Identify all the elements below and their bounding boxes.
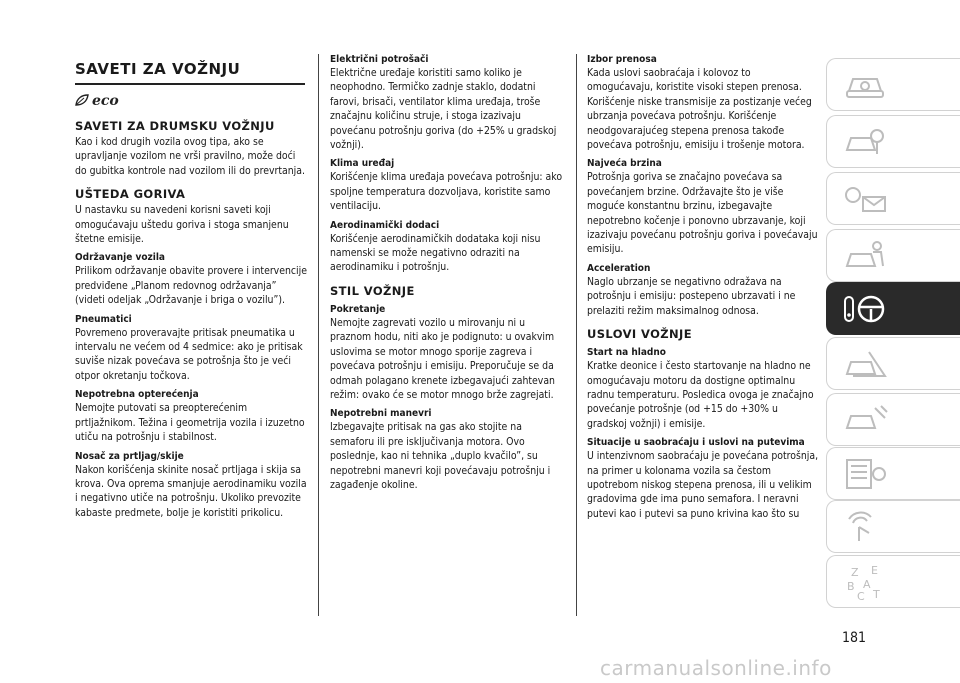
subheading-izbor: Izbor prenosa — [587, 54, 657, 65]
column-3 — [587, 54, 819, 521]
warning-lights-message-icon — [841, 181, 889, 217]
section-heading-stil: STIL VOŽNJE — [330, 283, 415, 298]
subheading-opterecenja: Nepotrebna opterećenja — [75, 389, 199, 401]
svg-text:C: C — [857, 589, 865, 602]
chapter-tab-technical-data[interactable] — [826, 447, 960, 500]
paragraph-manevri: Izbegavajte pritisak na gas ako stojite na semaforu ili pre isključivanja motora. Ovo poslednje, kao ni tehnika „duplo kvačilo”, su nepotrebni manevri koji povećavaju potrošnju i zagađenje okoline. — [330, 421, 551, 491]
paragraph-nosac: Nakon korišćenja skinite nosač prtljaga i skija sa krova. Ova oprema smanjuje aerodinamiku vozila i negativno utiče na potrošnju. Ukoliko prevozite kabaste predmete, bolje je koristiti prikolicu. — [75, 463, 307, 519]
technical-data-list-icon — [841, 456, 889, 492]
car-dashboard-icon — [841, 67, 889, 103]
subheading-aero: Aerodinamički dodaci — [330, 219, 440, 231]
paragraph-pokretanje: Nemojte zagrevati vozilo u mirovanju ni u praznom hodu, niti ako je podignuto: u ovakvim uslovima se motor mnogo sporije zagreva i povećava potrošnju i emisiju. Preporučuje se da odmah polagano krenete izbegavajući zahtevan režim: ovako će se motor mnogo brže zagrejati. — [330, 316, 555, 401]
subheading-start: Start na hladno — [587, 347, 666, 359]
subheading-nosac: Nosač za prtljag/skije — [75, 450, 184, 462]
chapter-tab-emergency[interactable] — [826, 337, 960, 390]
leaf-icon — [75, 94, 89, 109]
paragraph-pneumatici: Povremeno proveravajte pritisak pneumatika u intervalu ne većem od 4 sedmice: ako je pritisak suviše nizak povećava se potrošnja što je veći otpor okretanju točkova. — [75, 326, 303, 382]
subheading-klima: Klima uređaj — [330, 158, 395, 170]
column-divider-2 — [576, 54, 577, 616]
chapter-tab-dashboard[interactable] — [826, 58, 960, 111]
chapter-tab-index[interactable] — [826, 555, 960, 608]
car-service-tools-icon — [841, 402, 889, 438]
svg-text:T: T — [873, 587, 880, 601]
chapter-tab-keys[interactable] — [826, 115, 960, 168]
subheading-accel: Acceleration — [587, 262, 651, 274]
multimedia-touch-icon — [841, 509, 889, 545]
chapter-tab-warning-lights[interactable] — [826, 172, 960, 225]
paragraph-elektricni: Električne uređaje koristiti samo koliko je neophodno. Termičko zadnje staklo, dodatni farovi, brisači, ventilator klima uređaja, troše značajnu količinu struje, i stoga izazivaju povećanu potrošnju goriva (do +25% u gradskoj vožnji). — [330, 67, 557, 152]
chapter-tab-maintenance[interactable] — [826, 393, 960, 446]
chapter-tab-safety[interactable] — [826, 229, 960, 282]
subheading-odrzavanje: Održavanje vozila — [75, 252, 165, 264]
paragraph-situacije: U intenzivnom saobraćaju je povećana potrošnja, na primer u kolonama vozila sa čestom upotrebom niskog stepena prenosa, ili u velikim gradovima gde ima puno semafora. I neravni putevi kao i putevi sa puno krivina kao što su — [587, 450, 819, 520]
paragraph-start: Kratke deonice i često startovanje na hladno ne omogućavaju motoru da dostigne optimalnu radnu temperaturu. Posledica ovoga je značajno povećanje potrošnje (od +15 do +30% u gradskoj vožnji) i emisije. — [587, 360, 814, 430]
car-airbag-seat-icon — [841, 238, 889, 274]
chapter-tab-multimedia[interactable] — [826, 500, 960, 553]
paragraph-usteda: U nastavku su navedeni korisni saveti koji omogućavaju uštedu goriva i stoga smanjenu štetne emisije. — [75, 204, 289, 246]
svg-text:A: A — [863, 577, 871, 591]
subheading-brzina: Najveća brzina — [587, 158, 662, 170]
chapter-tab-starting-driving[interactable] — [826, 282, 960, 335]
paragraph-brzina: Potrošnja goriva se značajno povećava sa povećanjem brzine. Održavajte što je više moguće konstantnu brzinu, izbegavajte nepotrebno kočenje i ponovno ubrzavanje, koji izazivaju povećanu potrošnju goriva i povećavaju emisiju. — [587, 171, 818, 256]
page-title: SAVETI ZA VOŽNJU — [75, 60, 241, 78]
section-heading-usteda: UŠTEDA GORIVA — [75, 187, 186, 202]
key-steering-wheel-icon — [841, 291, 889, 327]
svg-text:Z: Z — [851, 565, 859, 579]
alphabetical-index-icon — [841, 562, 889, 602]
svg-text:E: E — [871, 563, 878, 577]
page-number: 181 — [842, 630, 867, 646]
paragraph-opterecenja: Nemojte putovati sa preopterećenim prtljažnikom. Težina i geometrija vozila i izuzetno utiču na potrošnju i stabilnost. — [75, 402, 305, 444]
svg-text:B: B — [847, 579, 855, 593]
column-divider-1 — [318, 54, 319, 616]
eco-logo-text: eco — [92, 93, 119, 109]
paragraph-klima: Korišćenje klima uređaja povećava potrošnju: ako spoljne temperatura dozvoljava, koristite samo ventilaciju. — [330, 171, 563, 213]
eco-logo — [75, 93, 307, 109]
paragraph-drumska: Kao i kod drugih vozila ovog tipa, ako se upravljanje vozilom ne vrši pravilno, može doći do gubitka kontrole nad vozilom ili do prevrtanja. — [75, 136, 305, 177]
watermark: carmanualsonline.info — [600, 656, 832, 680]
paragraph-accel: Naglo ubrzanje se negativno odražava na potrošnju i emisiju: postepeno ubrzavati i ne prelaziti režim maksimalnog odnosa. — [587, 275, 796, 317]
paragraph-odrzavanje: Prilikom održavanje obavite provere i intervencije predviđene „Planom redovnog održavanja” (videti odeljak „Održavanje i briga o vozilu”). — [75, 265, 307, 307]
column-2 — [330, 54, 565, 492]
car-keys-icon — [841, 124, 889, 160]
car-breakdown-icon — [841, 346, 889, 382]
paragraph-aero: Korišćenje aerodinamičkih dodataka koji nisu namenski se može negativno odraziti na aerodinamiku i potrošnju. — [330, 232, 541, 274]
section-heading-drumska: SAVETI ZA DRUMSKU VOŽNJU — [75, 119, 275, 133]
subheading-pneumatici: Pneumatici — [75, 313, 132, 325]
subheading-pokretanje: Pokretanje — [330, 303, 386, 315]
paragraph-izbor: Kada uslovi saobraćaja i kolovoz to omogućavaju, koristite visoki stepen prenosa. Korišćenje niske transmisije za postizanje većeg ubrzanja povećava potrošnju. Korišćenje neodgovarajućeg stepena prenosa takođe povećava potrošnju, emisiju i trošenje motora. — [587, 67, 812, 152]
title-rule — [75, 83, 305, 85]
section-heading-uslovi: USLOVI VOŽNJE — [587, 327, 692, 342]
subheading-elektricni: Električni potrošači — [330, 54, 429, 65]
column-1 — [75, 60, 307, 520]
subheading-situacije: Situacije u saobraćaju i uslovi na putevima — [587, 437, 805, 449]
subheading-manevri: Nepotrebni manevri — [330, 408, 432, 420]
